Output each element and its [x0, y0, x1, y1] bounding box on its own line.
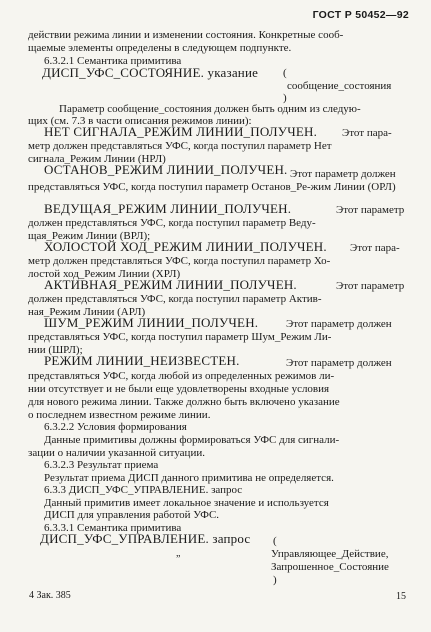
text-line: ная_Режим Линии (АРЛ)	[28, 306, 146, 318]
text-line: представляться УФС, когда поступил параметр Шум_Режим Ли-	[28, 331, 332, 343]
text-line: для нового режима линии. Также должно быть включено указание	[28, 396, 340, 408]
text-line: метр должен представляться УФС, когда поступил параметр Хо-	[28, 255, 331, 267]
section-heading: 6.3.2.2 Условия формирования	[44, 421, 187, 433]
text-line: щая_Режим Линии (ВРЛ);	[28, 230, 151, 242]
mode-name: ВЕДУЩАЯ_РЕЖИМ ЛИНИИ_ПОЛУЧЕН.	[44, 201, 292, 216]
text-line: нии отсутствует и не были еще удовлетворены входные условия	[28, 383, 330, 395]
mode-name: НЕТ СИГНАЛА_РЕЖИМ ЛИНИИ_ПОЛУЧЕН.	[44, 124, 318, 139]
paren-open: (	[283, 67, 287, 79]
page-number: 15	[396, 591, 406, 602]
mode-name: АКТИВНАЯ_РЕЖИМ ЛИНИИ_ПОЛУЧЕН.	[44, 277, 297, 292]
standard-code: ГОСТ Р 50452—92	[312, 9, 409, 21]
paren-close: )	[283, 92, 287, 104]
text-line: лостой ход_Режим Линии (ХРЛ)	[28, 268, 181, 280]
section-heading: 6.3.3.1 Семантика примитива	[44, 522, 182, 534]
text-line: Этот пара-	[342, 127, 392, 139]
text-line: Этот параметр должен представляться УФС, когда поступил параметр Останов_Ре-жим Линии (ОРЛ)	[28, 168, 396, 193]
paren-open: (	[273, 535, 277, 547]
text-line: должен представляться УФС, когда поступил параметр Актив-	[28, 293, 322, 305]
text-line: Этот пара-	[350, 242, 400, 254]
text-line: ДИСП для управления работой УФС.	[44, 509, 220, 521]
text-line: представляться УФС, когда любой из определенных режимов ли-	[28, 370, 335, 382]
parameter-name: Запрошенное_Состояние	[271, 561, 389, 573]
primitive-name: ДИСП_УФС_СОСТОЯНИЕ. указание	[42, 65, 259, 80]
text-line: щаемые элементы определены в следующем подпункте.	[28, 42, 292, 54]
mode-name: ХОЛОСТОЙ ХОД_РЕЖИМ ЛИНИИ_ПОЛУЧЕН.	[44, 239, 327, 254]
text-line: щих (см. 7.3 в части описания режимов линии):	[28, 115, 252, 127]
parameter-name: сообщение_состояния	[287, 80, 392, 92]
text-line: Данный примитив имеет локальное значение и используется	[44, 497, 329, 509]
footer-mark: ”	[176, 554, 181, 565]
text-line: действии режима линии и изменении состояния. Конкретные сооб-	[28, 29, 344, 41]
text-line: сигнала_Режим Линии (НРЛ)	[28, 153, 166, 165]
text-line: Данные примитивы должны формироваться УФС для сигнали-	[44, 434, 340, 446]
section-heading: 6.3.2.3 Результат приема	[44, 459, 159, 471]
mode-name: РЕЖИМ ЛИНИИ_НЕИЗВЕСТЕН.	[44, 353, 240, 368]
footer-order: 4 Зак. 385	[29, 590, 71, 601]
text-line: Этот параметр должен	[286, 357, 392, 369]
text-line: Этот параметр	[336, 280, 405, 292]
text-line: зации о наличии указанной ситуации.	[28, 447, 205, 459]
section-heading: 6.3.3 ДИСП_УФС_УПРАВЛЕНИЕ. запрос	[44, 484, 243, 496]
mode-name: ОСТАНОВ_РЕЖИМ ЛИНИИ_ПОЛУЧЕН.	[44, 162, 288, 177]
text-line: Этот параметр должен	[286, 318, 392, 330]
mode-name: ШУМ_РЕЖИМ ЛИНИИ_ПОЛУЧЕН.	[44, 315, 259, 330]
text-line: Результат приема ДИСП данного примитива не определяется.	[44, 472, 334, 484]
text-line: нии (ШРЛ);	[28, 344, 83, 356]
text-line: Этот параметр	[336, 204, 405, 216]
text-line: о последнем известном режиме линии.	[28, 409, 211, 421]
paren-close: )	[273, 574, 277, 586]
text-line: Параметр сообщение_состояния должен быть одним из следую-	[59, 103, 361, 115]
section-heading: 6.3.2.1 Семантика примитива	[44, 55, 182, 67]
primitive-name: ДИСП_УФС_УПРАВЛЕНИЕ. запрос	[40, 531, 251, 546]
text-line: метр должен представляться УФС, когда поступил параметр Нет	[28, 140, 332, 152]
text-line: должен представляться УФС, когда поступил параметр Веду-	[28, 217, 316, 229]
parameter-name: Управляющее_Действие,	[271, 548, 389, 560]
